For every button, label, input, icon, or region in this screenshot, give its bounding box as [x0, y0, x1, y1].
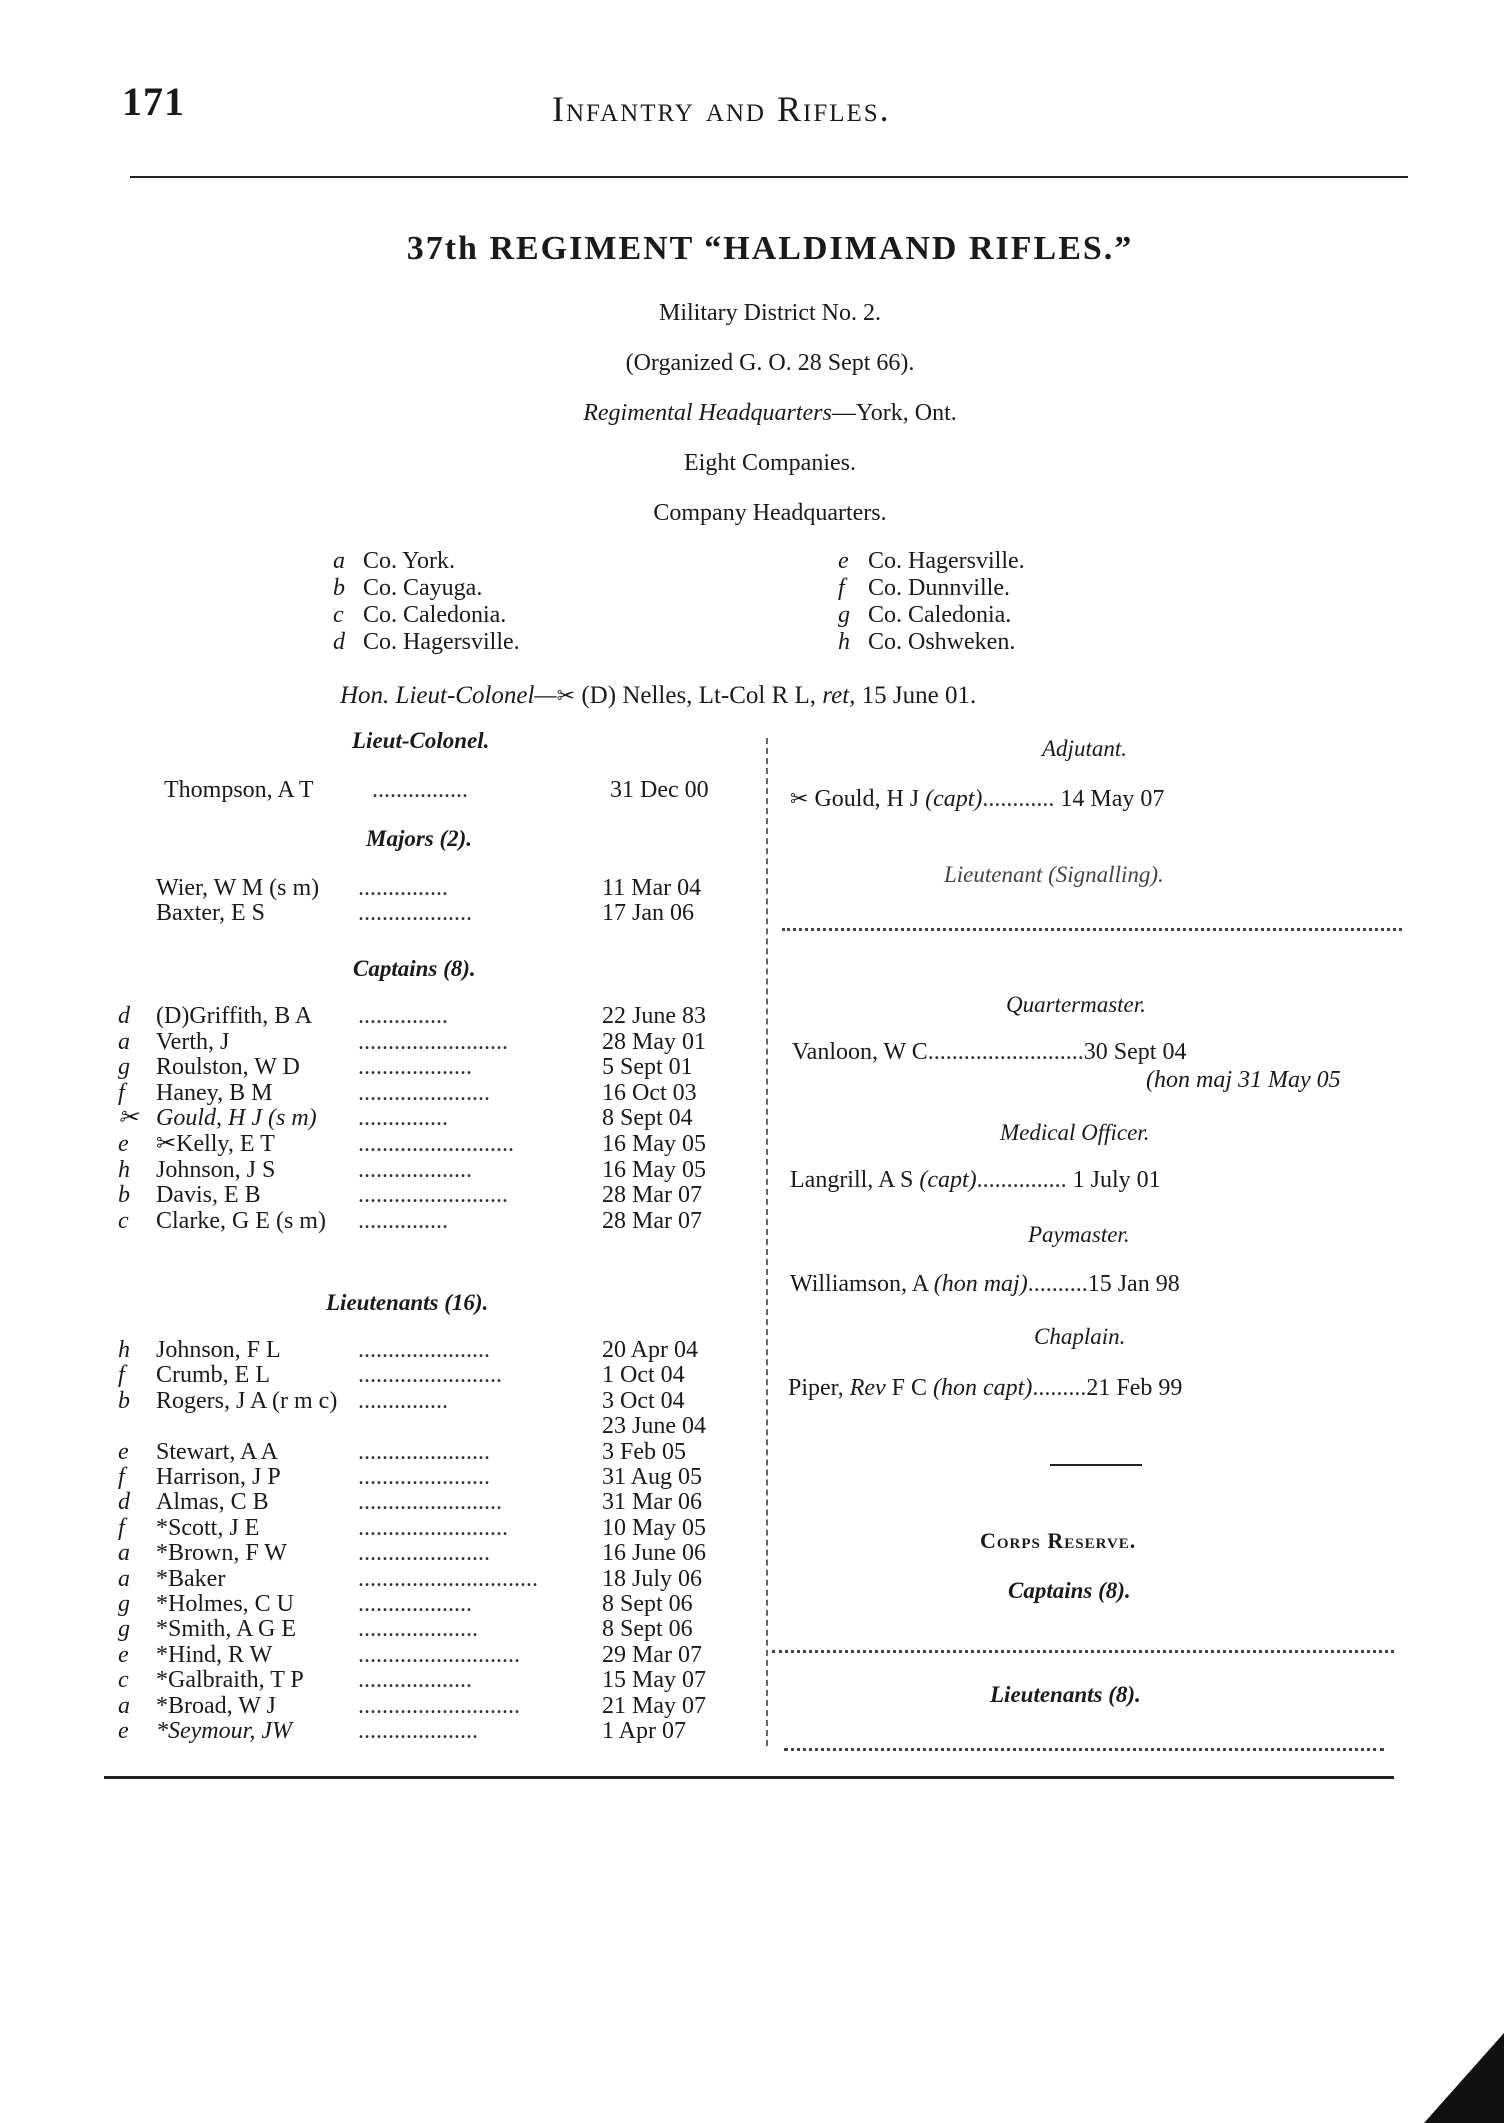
military-district: Military District No. 2. [659, 300, 881, 326]
commission-date: 21 May 07 [602, 1692, 706, 1719]
leader-dots: .......................... [358, 1131, 514, 1157]
officer-name: Haney, B M [156, 1079, 273, 1106]
crossed-swords-icon: ✂ [790, 786, 809, 811]
commission-date: 28 Mar 07 [602, 1207, 702, 1234]
leader-dots: ......................... [358, 1514, 508, 1541]
list-item [118, 1337, 698, 1363]
officer-name: Johnson, J S [156, 1156, 276, 1183]
list-item [118, 1105, 693, 1132]
leader-dots: ...................... [358, 1540, 490, 1567]
list-item [118, 1565, 703, 1592]
list-item [118, 1692, 706, 1719]
companies-left [333, 548, 520, 656]
regiment-title: 37th REGIMENT “HALDIMAND RIFLES.” [406, 230, 1134, 267]
list-item [118, 1464, 703, 1490]
chaplain-heading: Chaplain. [1034, 1324, 1126, 1349]
company-letter: a [118, 1692, 130, 1719]
list-item [118, 1131, 706, 1157]
officer-name: *Brown, F W [156, 1540, 287, 1567]
company-letter: d [118, 1003, 130, 1029]
commission-date: 17 Jan 06 [602, 900, 694, 926]
officer-name: Rogers, J A (r m c) [156, 1387, 338, 1414]
lieut-signalling-heading: Lieutenant (Signalling). [944, 862, 1164, 887]
list-item [118, 1514, 706, 1541]
list-item [118, 1387, 685, 1414]
list-item [118, 1028, 706, 1055]
organized-line: (Organized G. O. 28 Sept 66). [625, 350, 915, 376]
company-letter: ✂ [118, 1105, 139, 1132]
commission-date: 8 Sept 04 [602, 1105, 693, 1132]
paymaster-entry: Williamson, A (hon maj)..........15 Jan 98 [790, 1271, 1180, 1297]
company-row: d Co. Hagersville. [333, 629, 520, 655]
company-letter: a [118, 1028, 130, 1055]
leader-dots: ............... [358, 1105, 448, 1132]
commission-date: 31 Aug 05 [602, 1464, 703, 1490]
officer-name: *Scott, J E [156, 1514, 260, 1541]
list-item [118, 1079, 697, 1106]
officer-name: *Galbraith, T P [156, 1667, 304, 1694]
officer-name: Wier, W M (s m) [156, 875, 320, 901]
leader-dots: ...................... [358, 1464, 490, 1490]
leader-dots: ........................... [358, 1692, 520, 1719]
commission-date: 31 Mar 06 [602, 1489, 702, 1516]
leader-dots: ........................ [358, 1489, 502, 1516]
top-rule [130, 176, 1408, 178]
company-letter: h [118, 1337, 130, 1363]
bottom-rule [104, 1776, 1394, 1779]
company-letter: h [118, 1156, 130, 1183]
leader-dots: ...................... [358, 1337, 490, 1363]
officer-name: (D)Griffith, B A [156, 1003, 313, 1029]
commission-date: 16 May 05 [602, 1131, 706, 1157]
commission-date: 8 Sept 06 [602, 1591, 693, 1617]
list-item [118, 1718, 686, 1744]
quartermaster-hon: (hon maj 31 May 05 [1146, 1067, 1341, 1093]
vacant-dotted-line [784, 1748, 1384, 1751]
corps-reserve-lieutenants-heading: Lieutenants (8). [990, 1682, 1141, 1707]
officer-name: *Seymour, JW [156, 1718, 292, 1744]
corner-shadow [1424, 2033, 1504, 2123]
commission-date: 28 Mar 07 [602, 1182, 702, 1209]
list-item [118, 1156, 706, 1183]
officer-name: *Hind, R W [156, 1641, 273, 1668]
officer-name: Almas, C B [156, 1489, 269, 1516]
leader-dots: ........................ [358, 1362, 502, 1389]
company-letter: f [118, 1514, 125, 1541]
commission-date: 22 June 83 [602, 1003, 706, 1029]
company-row: a Co. York. [333, 548, 456, 574]
company-row: e Co. Hagersville. [838, 548, 1025, 574]
commission-date: 3 Feb 05 [602, 1438, 686, 1465]
officer-name: Davis, E B [156, 1182, 261, 1209]
commission-date: 23 June 04 [602, 1413, 706, 1440]
commission-date: 29 Mar 07 [602, 1641, 702, 1668]
officer-name: Crumb, E L [156, 1362, 270, 1389]
lieut-colonel-heading: Lieut-Colonel. [352, 728, 490, 753]
officer-name: *Smith, A G E [156, 1616, 297, 1643]
list-item [118, 1489, 702, 1516]
company-letter: d [118, 1489, 130, 1516]
commission-date: 11 Mar 04 [602, 875, 702, 901]
commission-date: 3 Oct 04 [602, 1387, 685, 1414]
company-hq-heading: Company Headquarters. [653, 500, 887, 526]
list-item [118, 1207, 702, 1234]
commission-date: 8 Sept 06 [602, 1616, 693, 1643]
adjutant-heading: Adjutant. [1042, 736, 1127, 761]
running-head: Infantry and Rifles. [552, 89, 891, 129]
companies-count: Eight Companies. [684, 450, 856, 476]
company-letter: b [118, 1182, 130, 1209]
medical-officer-heading: Medical Officer. [1000, 1120, 1150, 1145]
company-letter: b [118, 1387, 130, 1414]
regimental-hq [0, 400, 1504, 427]
list-item [118, 1182, 702, 1209]
company-letter: f [118, 1079, 125, 1106]
list-item [118, 1054, 693, 1081]
list-item [118, 1641, 702, 1668]
leader-dots: .................... [358, 1616, 478, 1643]
commission-date: 10 May 05 [602, 1514, 706, 1541]
company-letter: c [118, 1667, 129, 1694]
leader-dots: ................... [358, 900, 472, 926]
hon-lieut-colonel-line: Hon. Lieut-Colonel—✂ (D) Nelles, Lt-Col R L, ret, 15 June 01. [340, 682, 977, 709]
page-number: 171 [122, 79, 185, 124]
crossed-swords-icon: ✂ [556, 683, 576, 708]
leader-dots: ......................... [358, 1182, 508, 1209]
commission-date: 20 Apr 04 [602, 1337, 698, 1363]
commission-date: 28 May 01 [602, 1028, 706, 1055]
leader-dots: ................... [358, 1591, 472, 1617]
company-letter: e [118, 1131, 129, 1157]
company-letter: e [118, 1438, 129, 1465]
officer-name: Stewart, A A [156, 1438, 279, 1465]
officer-name: Roulston, W D [156, 1054, 300, 1081]
leader-dots: ........................... [358, 1641, 520, 1668]
officer-name: Johnson, F L [156, 1337, 281, 1363]
commission-date: 15 May 07 [602, 1667, 706, 1694]
captains-heading: Captains (8). [353, 956, 476, 981]
leader-dots: ............... [358, 1207, 448, 1234]
quartermaster-heading: Quartermaster. [1006, 992, 1146, 1017]
vacant-dotted-line [772, 1650, 1394, 1653]
leader-dots: ................... [358, 1667, 472, 1694]
leader-dots: ............... [358, 875, 448, 901]
list-item [118, 1413, 706, 1440]
company-letter: e [118, 1641, 129, 1668]
company-row: c Co. Caledonia. [333, 602, 507, 628]
section-rule [1050, 1464, 1142, 1466]
company-letter: f [118, 1362, 125, 1389]
company-row: f Co. Dunnville. [838, 575, 1010, 601]
leader-dots: ...................... [358, 1079, 490, 1106]
officer-name: *Broad, W J [156, 1692, 276, 1719]
vacant-dotted-line [782, 928, 1402, 931]
list-item [118, 900, 694, 926]
paymaster-heading: Paymaster. [1028, 1222, 1130, 1247]
officer-name: Harrison, J P [156, 1464, 281, 1490]
majors-heading: Majors (2). [366, 826, 473, 851]
officer-name: Baxter, E S [156, 900, 266, 926]
leader-dots: .............................. [358, 1565, 538, 1592]
companies-right [838, 548, 1025, 656]
column-divider [766, 738, 768, 1746]
company-letter: g [118, 1591, 130, 1617]
company-row: b Co. Cayuga. [333, 575, 483, 601]
list-item [118, 875, 702, 901]
list-item [118, 1362, 685, 1389]
commission-date: 16 Oct 03 [602, 1079, 697, 1106]
leader-dots: ................... [358, 1156, 472, 1183]
list-item [118, 1616, 693, 1643]
company-letter: f [118, 1464, 125, 1490]
commission-date: 1 Oct 04 [602, 1362, 685, 1389]
officer-name: Verth, J [156, 1028, 230, 1055]
leader-dots: ............... [358, 1387, 448, 1414]
hq-label: Regimental Headquarters [583, 400, 832, 426]
medical-officer-entry: Langrill, A S (capt)............... 1 July 01 [790, 1167, 1161, 1193]
leader-dots: ...................... [358, 1438, 490, 1465]
leader-dots: ................... [358, 1054, 472, 1081]
officer-name: Gould, H J (s m) [156, 1105, 317, 1132]
commission-date: 16 May 05 [602, 1156, 706, 1183]
commission-date: 5 Sept 01 [602, 1054, 693, 1081]
company-letter: a [118, 1565, 130, 1592]
chaplain-entry: Piper, Rev F C (hon capt).........21 Feb 99 [788, 1375, 1183, 1401]
officer-name: *Holmes, C U [156, 1591, 294, 1617]
commission-date: 1 Apr 07 [602, 1718, 686, 1744]
officer-name: ✂Kelly, E T [156, 1131, 275, 1157]
company-letter: a [118, 1540, 130, 1567]
quartermaster-entry: Vanloon, W C..........................30 Sept 04 [792, 1039, 1187, 1065]
list-item [118, 1667, 706, 1694]
company-letter: g [118, 1616, 130, 1643]
company-row: h Co. Oshweken. [838, 629, 1016, 655]
corps-reserve-captains-heading: Captains (8). [1008, 1578, 1131, 1603]
lieutenants-heading: Lieutenants (16). [326, 1290, 489, 1315]
company-letter: e [118, 1718, 129, 1744]
commission-date: 18 July 06 [602, 1565, 703, 1592]
corps-reserve-heading: Corps Reserve. [980, 1528, 1137, 1553]
list-item [118, 1591, 693, 1617]
commission-date: 16 June 06 [602, 1540, 706, 1567]
company-row: g Co. Caledonia. [838, 602, 1012, 628]
company-letter: g [118, 1054, 130, 1081]
hq-value: —York, Ont. [831, 400, 957, 426]
leader-dots: ............... [358, 1003, 448, 1029]
company-letter: c [118, 1207, 129, 1234]
officer-name: *Baker [156, 1565, 226, 1592]
leader-dots: ......................... [358, 1028, 508, 1055]
adjutant-entry: ✂ Gould, H J (capt)............ 14 May 07 [790, 786, 1165, 812]
list-item [118, 1438, 686, 1465]
officer-name: Clarke, G E (s m) [156, 1207, 326, 1234]
list-item [118, 1003, 706, 1029]
list-item [118, 1540, 706, 1567]
leader-dots: .................... [358, 1718, 478, 1744]
